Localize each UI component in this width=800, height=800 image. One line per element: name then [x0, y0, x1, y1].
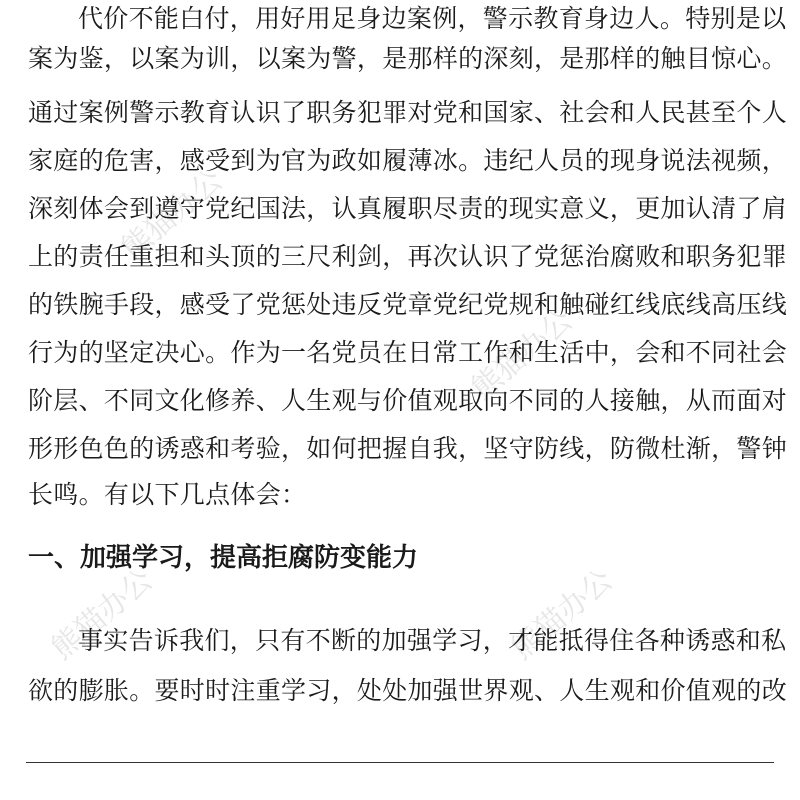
paragraph-line: 欲的膨胀。要时时注重学习，处处加强世界观、人生观和价值观的改	[28, 676, 788, 705]
paragraph-line: 上的责任重担和头顶的三尺利剑，再次认识了党惩治腐败和职务犯罪	[28, 242, 788, 271]
paragraph-line: 行为的坚定决心。作为一名党员在日常工作和生活中，会和不同社会	[28, 338, 788, 367]
paragraph-line: 通过案例警示教育认识了职务犯罪对党和国家、社会和人民甚至个人	[28, 98, 788, 127]
paragraph-line: 家庭的危害，感受到为官为政如履薄冰。违纪人员的现身说法视频，	[28, 146, 788, 175]
watermark: 熊猫办公	[45, 562, 160, 667]
watermark: 熊猫办公	[465, 302, 580, 407]
watermark: 熊猫办公	[115, 162, 230, 267]
paragraph-line: 阶层、不同文化修养、人生观与价值观取向不同的人接触，从而面对	[28, 386, 788, 415]
bottom-rule	[26, 762, 774, 763]
paragraph-line: 案为鉴，以案为训，以案为警，是那样的深刻，是那样的触目惊心。	[28, 44, 788, 73]
paragraph-line: 事实告诉我们，只有不断的加强学习，才能抵得住各种诱惑和私	[78, 626, 787, 655]
paragraph-line: 深刻体会到遵守党纪国法，认真履职尽责的现实意义，更加认清了肩	[28, 194, 788, 223]
paragraph-line: 代价不能白付，用好用足身边案例，警示教育身边人。特别是以	[78, 4, 787, 33]
paragraph-line: 的铁腕手段，感受了党惩处违反党章党纪党规和触碰红线底线高压线	[28, 290, 788, 319]
watermark: 熊猫办公	[505, 562, 620, 667]
paragraph-line: 长鸣。有以下几点体会：	[28, 480, 307, 509]
paragraph-line: 形形色色的诱惑和考验，如何把握自我，坚守防线，防微杜渐，警钟	[28, 434, 788, 463]
section-heading: 一、加强学习，提高拒腐防变能力	[28, 543, 419, 573]
